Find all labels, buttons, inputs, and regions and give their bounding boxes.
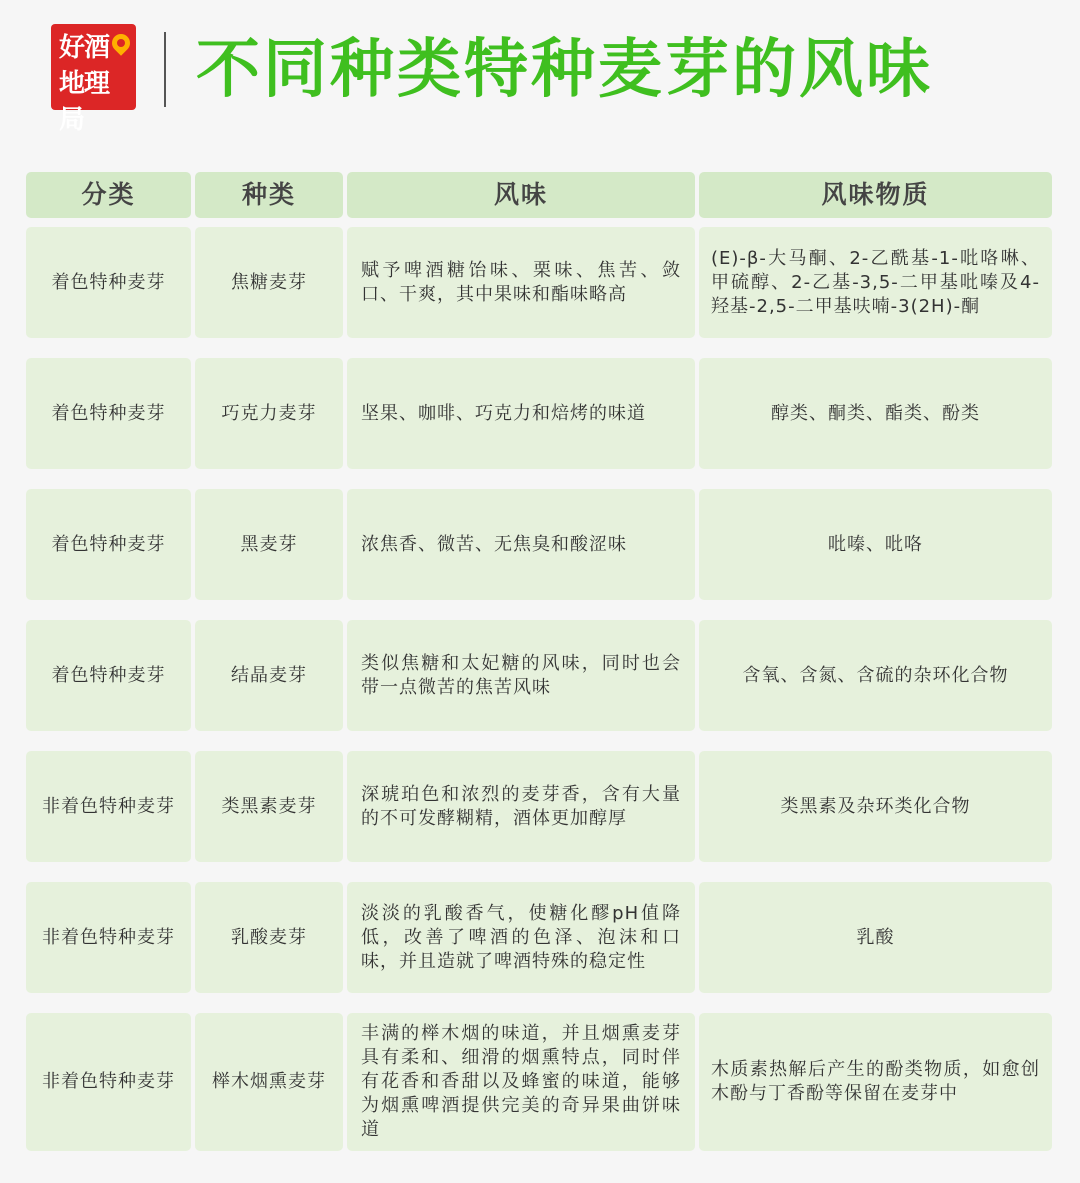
type-cell: 黑麦芽 <box>195 489 343 600</box>
flavor-cell: 深琥珀色和浓烈的麦芽香，含有大量的不可发酵糊精，酒体更加醇厚 <box>347 751 695 862</box>
table-row <box>26 882 1052 993</box>
compounds-cell: 含氧、含氮、含硫的杂环化合物 <box>699 620 1052 731</box>
column-header-flavor: 风味 <box>347 172 695 218</box>
type-cell: 榉木烟熏麦芽 <box>195 1013 343 1151</box>
category-cell: 着色特种麦芽 <box>26 227 191 338</box>
flavor-cell: 浓焦香、微苦、无焦臭和酸涩味 <box>347 489 695 600</box>
header-divider <box>164 32 166 107</box>
table-row <box>26 227 1052 338</box>
table-row <box>26 751 1052 862</box>
flavor-cell: 坚果、咖啡、巧克力和焙烤的味道 <box>347 358 695 469</box>
category-cell: 着色特种麦芽 <box>26 489 191 600</box>
flavor-cell: 丰满的榉木烟的味道，并且烟熏麦芽具有柔和、细滑的烟熏特点，同时伴有花香和香甜以及蜂蜜的味道，能够为烟熏啤酒提供完美的奇异果曲饼味道 <box>347 1013 695 1151</box>
flavor-cell: 赋予啤酒糖饴味、栗味、焦苦、敛口、干爽，其中果味和酯味略高 <box>347 227 695 338</box>
type-cell: 类黑素麦芽 <box>195 751 343 862</box>
category-cell: 非着色特种麦芽 <box>26 751 191 862</box>
flavor-cell: 类似焦糖和太妃糖的风味，同时也会带一点微苦的焦苦风味 <box>347 620 695 731</box>
compounds-cell: 类黑素及杂环类化合物 <box>699 751 1052 862</box>
table-header-row <box>26 172 1052 218</box>
header <box>0 0 1080 140</box>
compounds-cell: 醇类、酮类、酯类、酚类 <box>699 358 1052 469</box>
table-row <box>26 620 1052 731</box>
compounds-cell: 木质素热解后产生的酚类物质，如愈创木酚与丁香酚等保留在麦芽中 <box>699 1013 1052 1151</box>
type-cell: 结晶麦芽 <box>195 620 343 731</box>
column-header-type: 种类 <box>195 172 343 218</box>
column-header-compounds: 风味物质 <box>699 172 1052 218</box>
column-header-category: 分类 <box>26 172 191 218</box>
compounds-cell: 乳酸 <box>699 882 1052 993</box>
category-cell: 着色特种麦芽 <box>26 358 191 469</box>
table-row <box>26 489 1052 600</box>
category-cell: 着色特种麦芽 <box>26 620 191 731</box>
page-title: 不同种类特种麦芽的风味 <box>196 33 933 107</box>
type-cell: 巧克力麦芽 <box>195 358 343 469</box>
type-cell: 乳酸麦芽 <box>195 882 343 993</box>
type-cell: 焦糖麦芽 <box>195 227 343 338</box>
table-row <box>26 358 1052 469</box>
compounds-cell: (E)-β-大马酮、2-乙酰基-1-吡咯啉、甲硫醇、2-乙基-3,5-二甲基吡嗪及4-羟基-2,5-二甲基呋喃-3(2H)-酮 <box>699 227 1052 338</box>
brand-logo <box>51 24 136 135</box>
category-cell: 非着色特种麦芽 <box>26 882 191 993</box>
compounds-cell: 吡嗪、吡咯 <box>699 489 1052 600</box>
category-cell: 非着色特种麦芽 <box>26 1013 191 1151</box>
flavor-cell: 淡淡的乳酸香气，使糖化醪pH值降低，改善了啤酒的色泽、泡沫和口味，并且造就了啤酒特殊的稳定性 <box>347 882 695 993</box>
table-row <box>26 1013 1052 1151</box>
logo-text: 好酒地理局 <box>59 33 110 135</box>
